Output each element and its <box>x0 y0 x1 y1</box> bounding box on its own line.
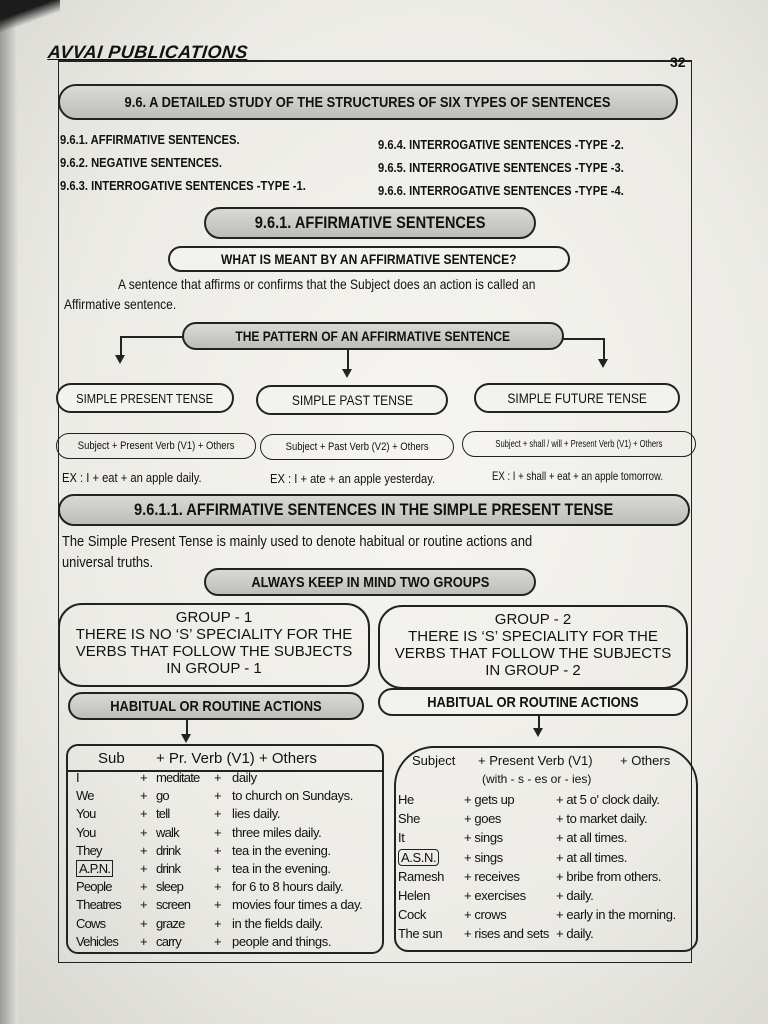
connector-line <box>120 336 184 338</box>
toc-item: 9.6.4. INTERROGATIVE SENTENCES -TYPE -2. <box>378 137 624 152</box>
affirmative-heading: 9.6.1. AFFIRMATIVE SENTENCES <box>204 207 536 239</box>
verb-cell: + receives <box>464 868 520 884</box>
subject-cell: It <box>398 830 405 846</box>
verb-cell: screen <box>156 897 191 913</box>
subject-cell: Cock <box>398 907 427 923</box>
connector-line <box>120 336 122 356</box>
arrow-down-icon <box>115 355 125 364</box>
table-divider <box>68 770 382 772</box>
subject-cell: We <box>76 788 94 804</box>
verb-cell: meditate <box>156 770 200 785</box>
group-1-title: GROUP - 1 <box>175 609 253 626</box>
verb-cell: + crows <box>464 907 507 923</box>
verb-cell: + sings <box>464 830 503 846</box>
meaning-heading: WHAT IS MEANT BY AN AFFIRMATIVE SENTENCE? <box>168 246 570 272</box>
subject-cell: You <box>76 824 96 840</box>
table-header-sub: Sub <box>98 750 125 767</box>
verb-cell: walk <box>156 824 179 840</box>
plus-cell: + <box>140 897 148 913</box>
table-header-verb: + Pr. Verb (V1) + Others <box>156 750 317 767</box>
connector-line <box>347 350 349 370</box>
page-number: 32 <box>670 54 686 70</box>
definition-line-1: A sentence that affirms or confirms that the Subject does an action is called an <box>118 276 536 292</box>
others-cell: tea in the evening. <box>232 842 331 858</box>
others-cell: people and things. <box>232 933 332 949</box>
verb-cell: tell <box>156 806 170 822</box>
connector-line <box>603 338 605 360</box>
plus-cell: + <box>214 933 222 949</box>
connector-line <box>562 338 604 340</box>
subject-cell: Helen <box>398 888 430 903</box>
plus-cell: + <box>214 879 222 895</box>
subject-cell: Vehicles <box>76 933 119 949</box>
verb-cell: + rises and sets <box>464 926 550 942</box>
group-1-table <box>66 744 384 954</box>
plus-cell: + <box>140 770 148 785</box>
table-header-subject: Subject <box>412 753 456 768</box>
example-present: EX : I + eat + an apple daily. <box>62 470 202 485</box>
verb-cell: drink <box>156 842 181 858</box>
plus-cell: + <box>140 806 148 822</box>
verb-cell: + goes <box>464 811 501 827</box>
others-cell: to church on Sundays. <box>232 788 353 804</box>
plus-cell: + <box>214 770 222 785</box>
group-1-line: VERBS THAT FOLLOW THE SUBJECTS <box>75 643 353 660</box>
table-header-note: (with - s - es or - ies) <box>482 772 592 786</box>
example-past: EX : I + ate + an apple yesterday. <box>270 471 436 486</box>
others-cell: + early in the morning. <box>556 907 676 923</box>
toc-item: 9.6.3. INTERROGATIVE SENTENCES -TYPE -1. <box>60 178 306 193</box>
group-1-line: IN GROUP - 1 <box>166 660 262 677</box>
subject-cell: People <box>76 879 112 895</box>
subject-cell: Theatres <box>76 897 121 913</box>
others-cell: tea in the evening. <box>232 861 331 876</box>
subject-cell: Ramesh <box>398 868 445 884</box>
present-desc-line-1: The Simple Present Tense is mainly used to denote habitual or routine actions and <box>62 533 533 550</box>
group-1-box <box>58 603 370 687</box>
others-cell: + at all times. <box>556 830 627 846</box>
toc-item: 9.6.2. NEGATIVE SENTENCES. <box>60 155 222 170</box>
verb-cell: graze <box>156 915 185 931</box>
plus-cell: + <box>214 824 222 840</box>
group-2-title: GROUP - 2 <box>494 611 572 628</box>
page-corner-shadow <box>0 0 60 34</box>
others-cell: lies daily. <box>232 806 281 822</box>
present-desc-line-2: universal truths. <box>62 554 154 571</box>
plus-cell: + <box>140 933 148 949</box>
plus-cell: + <box>140 824 148 840</box>
arrow-down-icon <box>598 359 608 368</box>
plus-cell: + <box>140 861 148 876</box>
others-cell: in the fields daily. <box>232 915 323 931</box>
arrow-down-icon <box>533 728 543 737</box>
section-title <box>58 84 678 120</box>
toc-item: 9.6.5. INTERROGATIVE SENTENCES -TYPE -3. <box>378 160 624 175</box>
others-cell: + daily. <box>556 888 594 903</box>
others-cell: daily <box>232 770 257 785</box>
example-future: EX : I + shall + eat + an apple tomorrow. <box>492 469 664 483</box>
others-cell: three miles daily. <box>232 824 322 840</box>
formula-future: Subject + shall / will + Present Verb (V1) + Others <box>462 431 696 457</box>
formula-present: Subject + Present Verb (V1) + Others <box>56 433 256 459</box>
arrow-down-icon <box>181 734 191 743</box>
publisher-name: AVVAI PUBLICATIONS <box>47 42 250 62</box>
group-1-habit-heading: HABITUAL OR ROUTINE ACTIONS <box>68 692 364 720</box>
verb-cell: go <box>156 788 169 804</box>
plus-cell: + <box>140 788 148 804</box>
section-title-text: 9.6. A DETAILED STUDY OF THE STRUCTURES OF SIX TYPES OF SENTENCES <box>125 93 611 111</box>
others-cell: + at 5 o' clock daily. <box>556 792 660 807</box>
group-2-box <box>378 605 688 689</box>
group-2-line: THERE IS ‘S’ SPECIALITY FOR THE <box>408 628 658 645</box>
subject-cell: A.S.N. <box>398 849 439 866</box>
table-header-others: + Others <box>620 753 671 768</box>
plus-cell: + <box>214 897 222 913</box>
subject-cell: You <box>76 806 96 822</box>
present-tense-heading: 9.6.1.1. AFFIRMATIVE SENTENCES IN THE SIMPLE PRESENT TENSE <box>58 494 690 526</box>
toc-item: 9.6.1. AFFIRMATIVE SENTENCES. <box>60 132 240 147</box>
others-cell: movies four times a day. <box>232 897 363 913</box>
plus-cell: + <box>140 879 148 895</box>
others-cell: for 6 to 8 hours daily. <box>232 879 344 895</box>
others-cell: + daily. <box>556 926 594 942</box>
toc-item: 9.6.6. INTERROGATIVE SENTENCES -TYPE -4. <box>378 183 624 198</box>
verb-cell: sleep <box>156 879 184 895</box>
subject-cell: She <box>398 811 420 827</box>
others-cell: + at all times. <box>556 849 627 865</box>
tense-present: SIMPLE PRESENT TENSE <box>56 383 234 413</box>
verb-cell: + exercises <box>464 888 526 903</box>
subject-cell: They <box>76 842 102 858</box>
subject-cell: A.P.N. <box>76 860 113 877</box>
group-1-line: THERE IS NO ‘S’ SPECIALITY FOR THE <box>75 626 353 643</box>
plus-cell: + <box>140 915 148 931</box>
verb-cell: drink <box>156 861 181 876</box>
subject-cell: He <box>398 792 414 807</box>
others-cell: + bribe from others. <box>556 868 662 884</box>
definition-line-2: Affirmative sentence. <box>64 296 177 312</box>
others-cell: + to market daily. <box>556 811 648 827</box>
group-2-line: IN GROUP - 2 <box>485 662 581 679</box>
plus-cell: + <box>214 806 222 822</box>
groups-heading: ALWAYS KEEP IN MIND TWO GROUPS <box>204 568 536 596</box>
plus-cell: + <box>140 842 148 858</box>
arrow-down-icon <box>342 369 352 378</box>
verb-cell: + gets up <box>464 792 515 807</box>
page-left-shadow <box>0 0 18 1024</box>
plus-cell: + <box>214 842 222 858</box>
tense-past: SIMPLE PAST TENSE <box>256 385 448 415</box>
plus-cell: + <box>214 915 222 931</box>
plus-cell: + <box>214 861 222 876</box>
subject-cell: The sun <box>398 926 443 942</box>
subject-cell: Cows <box>76 915 106 931</box>
subject-cell: I <box>76 770 79 785</box>
pattern-heading: THE PATTERN OF AN AFFIRMATIVE SENTENCE <box>182 322 564 350</box>
formula-past: Subject + Past Verb (V2) + Others <box>260 434 454 460</box>
plus-cell: + <box>214 788 222 804</box>
verb-cell: + sings <box>464 849 503 865</box>
group-2-line: VERBS THAT FOLLOW THE SUBJECTS <box>394 645 672 662</box>
tense-future: SIMPLE FUTURE TENSE <box>474 383 680 413</box>
group-2-habit-heading: HABITUAL OR ROUTINE ACTIONS <box>378 688 688 716</box>
table-header-verb: + Present Verb (V1) <box>478 753 593 768</box>
verb-cell: carry <box>156 933 181 949</box>
